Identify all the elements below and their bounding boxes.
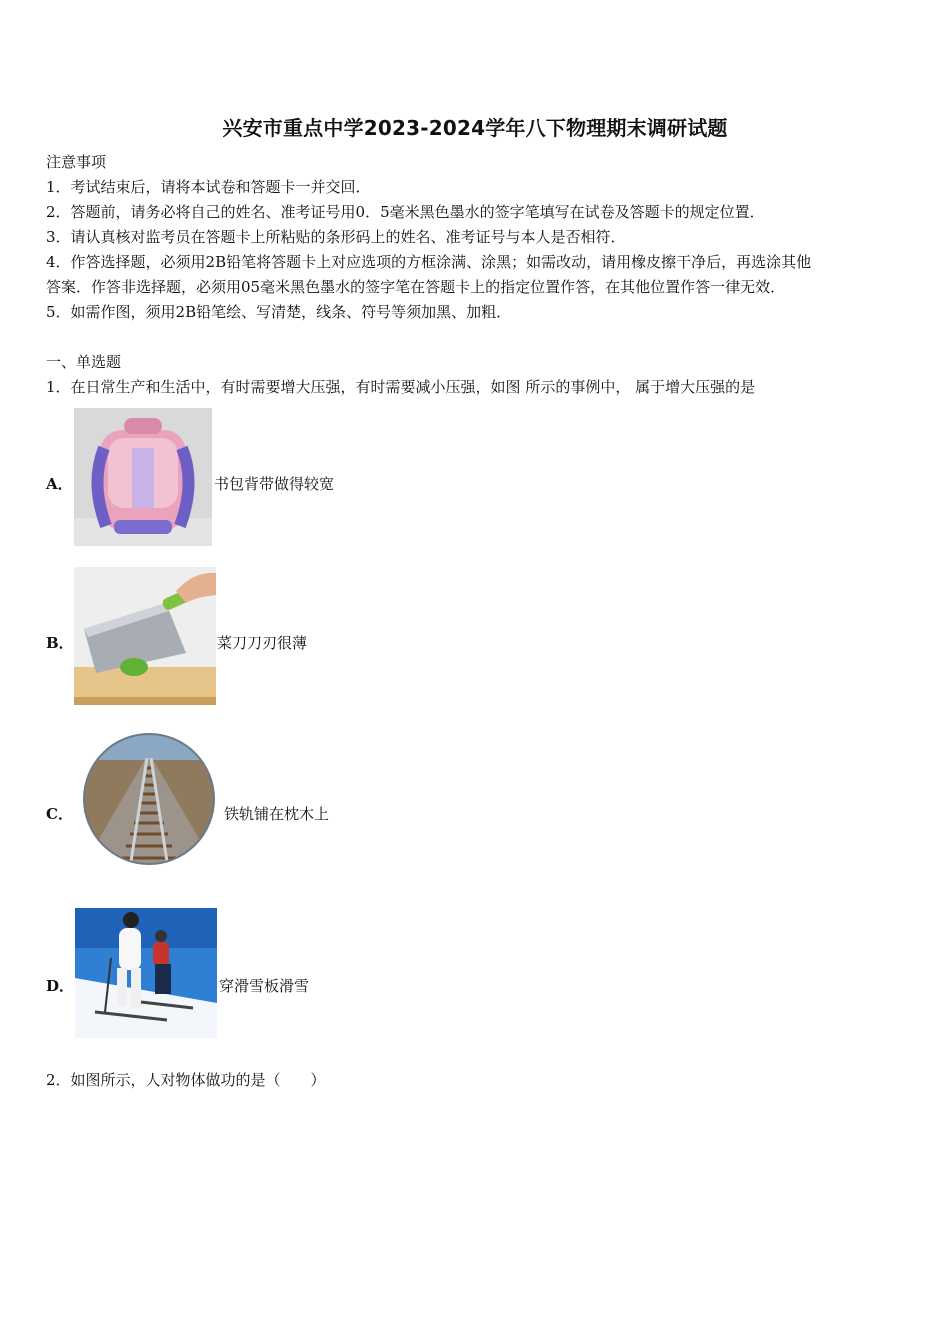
notice-item: 3．请认真核对监考员在答题卡上所粘贴的条形码上的姓名、准考证号与本人是否相符． (46, 228, 626, 246)
notice-item: 2．答题前，请务必将自己的姓名、准考证号用0．5毫米黑色墨水的签字笔填写在试卷及答题卡的规定位置． (46, 203, 765, 221)
section-heading: 一、单选题 (46, 353, 122, 371)
kitchen-knife-photo (74, 567, 216, 705)
notice-item: 4．作答选择题，必须用2B铅笔将答题卡上对应选项的方框涂满、涂黑；如需改动，请用橡皮擦干净后，再选涂其他 (46, 253, 812, 271)
skiers-photo (75, 908, 217, 1038)
railway-track-photo (82, 730, 216, 868)
option-b-text: 菜刀刀刃很薄 (217, 634, 308, 652)
option-a-letter: A． (46, 475, 73, 493)
option-d-text: 穿滑雪板滑雪 (219, 977, 310, 995)
backpack-photo (74, 408, 212, 546)
option-d-letter: D． (46, 977, 75, 995)
notice-heading: 注意事项 (46, 153, 107, 171)
option-a-text: 书包背带做得较宽 (214, 475, 335, 493)
page-title: 兴安市重点中学2023-2024学年八下物理期末调研试题 (222, 116, 728, 140)
question-1-stem: 1．在日常生产和生活中，有时需要增大压强，有时需要减小压强，如图 所示的事例中， 属于增大压强的是 (46, 378, 756, 396)
question-2-stem: 2．如图所示，人对物体做功的是（ ） (46, 1071, 326, 1089)
option-b-letter: B． (46, 634, 74, 652)
notice-item: 1．考试结束后，请将本试卷和答题卡一并交回． (46, 178, 371, 196)
notice-item: 答案．作答非选择题，必须用05毫米黑色墨水的签字笔在答题卡上的指定位置作答，在其他位置作答一律无效． (46, 278, 786, 296)
notice-item: 5．如需作图，须用2B铅笔绘、写清楚，线条、符号等须加黑、加粗． (46, 303, 512, 321)
option-c-letter: C． (46, 805, 73, 823)
option-c-text: 铁轨铺在枕木上 (224, 805, 330, 823)
